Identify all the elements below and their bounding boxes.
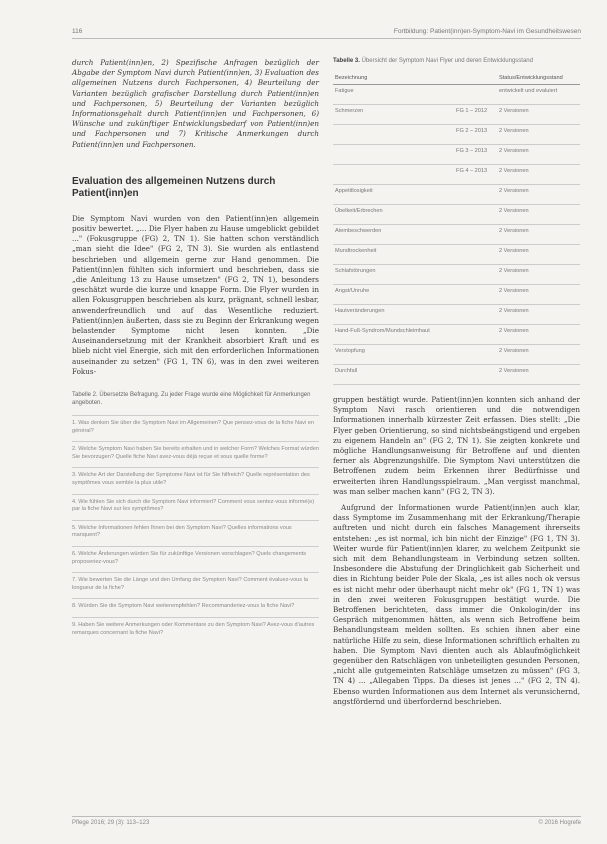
table-cell (454, 205, 497, 225)
table-cell: Mundtrockenheit (333, 245, 454, 265)
body-paragraph-1: Die Symptom Navi wurden von den Patient(inn)en allgemein positiv bewertet. „... Die Flyer haben zu Hause umgeblickt gebildet ..." (Fokusgruppe (FG) 2, TN 1). Sie hatten schon verständlich „man sieht die Idee" (FG 2, TN 3). Sie wurden als entlastend beschrieben und allgemein gerne zur Hand genommen. Die Patient(inn)en fühlten sich informiert und beschrieben, dass sie „die Anleitung 13 zu Hause umsetzen" (FG 2, TN 1), besonders geschätzt wurde die kurze und knappe Form. Die Flyer wurden in allen Fokusgruppen beschrieben als kurz, prägnant, schnell lesbar, anwenderfreundlich und auf das Wesentliche reduziert. Patient(inn)en äußerten, dass sie zu Beginn der Erkrankung wegen belastender Symptome nicht lesen konnten. „Die Auseinandersetzung mit der Krankheit absorbiert Kraft und es blieb nicht viel Energie, sich mit den erforderlichen Informationen auseinander zu setzen" (FG 1, TN 6), was in den zwei weiteren Fokus- (72, 213, 319, 376)
table-cell (333, 125, 454, 145)
table-cell (333, 145, 454, 165)
table-row (333, 145, 580, 165)
table-cell: Appetitlosigkeit (333, 185, 454, 205)
table-row (333, 225, 580, 245)
table-cell: 2 Versionen (497, 185, 580, 205)
table-cell: Übelkeit/Erbrechen (333, 205, 454, 225)
running-header (72, 28, 581, 39)
table-cell: 2 Versionen (497, 105, 580, 125)
table-cell: 2 Versionen (497, 125, 580, 145)
table-cell (333, 165, 454, 185)
table-cell: Verstopfung (333, 345, 454, 365)
table-cell: 2 Versionen (497, 225, 580, 245)
table-cell: FG 1 – 2012 (454, 105, 497, 125)
table-row (333, 85, 580, 105)
table-row (333, 245, 580, 265)
symptom-table (333, 72, 580, 385)
body-paragraph-3: Aufgrund der Informationen wurde Patient(inn)en auch klar, dass Symptome im Zusammenhang mit der Erkrankung/Therapie auftreten und nicht durch ein falsches Management ihrerseits entstehen: „es ist normal, ich bin nicht der Einzige" (FG 1, TN 3). Weiter wurde für Patient(inn)en klarer, zu welchem Zeitpunkt sie sich mit dem Behandlungsteam in Verbindung setzen sollten. Insbesondere die Abstufung der Dringlichkeit gab Sicherheit und dies in Richtung beider Pole der Skala, „es ist alles noch ok versus es ist nicht mehr oder überhaupt nicht mehr ok" (FG 1, TN 1) was in den zwei weiteren Fokusgruppen bestätigt wurde. Die Betroffenen berichteten, dass immer die Onkologin/der ins Gespräch mitgenommen hätten, als wenn sich Betroffene beim Behandlungsteam melden sollten. Es schien ihnen aber eine natürliche Hilfe zu sein, diese Informationen schriftlich erhalten zu haben. Die Symptom Navi dienten auch als Ablaufmöglichkeit gegenüber den Ratschlägen von unbeteiligten gesunden Personen, „nicht alle gutgemeinten Ratschläge umsetzen zu müssen" (FG 3, TN 4) ... „Allegaben Tipps. Da dieses ist jenes ..." (FG 2, TN 4). Ebenso wurden Informationen aus dem Internet als verunsichernd, angstfördernd und überfordernd beschrieben. (333, 503, 580, 706)
table-cell: Atembeschwerden (333, 225, 454, 245)
table-cell: Angst/Unruhe (333, 285, 454, 305)
table-row (333, 205, 580, 225)
table-cell: 2 Versionen (497, 145, 580, 165)
table-cell (454, 265, 497, 285)
table-row (333, 285, 580, 305)
table-cell (454, 245, 497, 265)
table-header-row (333, 72, 580, 85)
table-cell: 2 Versionen (497, 205, 580, 225)
table-cell: FG 4 – 2013 (454, 165, 497, 185)
table-cell: Fatigue (333, 85, 454, 105)
table-cell: Durchfall (333, 365, 454, 385)
table-cell: 2 Versionen (497, 325, 580, 345)
table-cell (454, 365, 497, 385)
list-item: 5. Welche Informationen fehlen Ihnen bei den Symptom Navi? Quelles informations vous manquent? (72, 520, 319, 546)
table3-caption (333, 58, 580, 64)
table-row (333, 165, 580, 185)
table-cell (454, 185, 497, 205)
column-header: Status/Entwicklungsstand (497, 72, 580, 85)
table-row (333, 325, 580, 345)
table-cell: FG 3 – 2013 (454, 145, 497, 165)
table-row (333, 105, 580, 125)
table-cell: FG 2 – 2013 (454, 125, 497, 145)
table-row (333, 265, 580, 285)
copyright: © 2016 Hogrefe (538, 820, 581, 826)
table-cell: Hautveränderungen (333, 305, 454, 325)
page-number: 116 (72, 28, 83, 35)
table3-title: Übersicht der Symptom Navi Flyer und deren Entwicklungsstand (361, 58, 533, 64)
table-cell: Hand-Fuß-Syndrom/Mundschleimhaut (333, 325, 454, 345)
list-item: 7. Wie bewerten Sie die Länge und den Umfang der Symptom Navi? Comment évaluez-vous la longueur de la fiche? (72, 572, 319, 598)
column-header (454, 72, 497, 85)
list-item: 9. Haben Sie weitere Anmerkungen oder Kommentare zu den Symptom Navi? Avez-vous d'autres remarques concernant la fiche Navi? (72, 617, 319, 643)
table-cell (454, 85, 497, 105)
list-item: 1. Was denken Sie über die Symptom Navi im Allgemeinen? Que pensez-vous de la fiche Navi en général? (72, 415, 319, 441)
two-column-body (72, 58, 581, 713)
table-cell (454, 345, 497, 365)
table-cell: entwickelt und evaluiert (497, 85, 580, 105)
table-cell: 2 Versionen (497, 365, 580, 385)
right-column (333, 58, 580, 713)
table-cell (454, 305, 497, 325)
list-item: 6. Welche Änderungen würden Sie für zukünftige Versionen vorschlagen? Quels changements proposeriez-vous? (72, 546, 319, 572)
table-cell: 2 Versionen (497, 245, 580, 265)
table-row (333, 365, 580, 385)
table-cell: 2 Versionen (497, 345, 580, 365)
table3-label: Tabelle 3. (333, 58, 360, 64)
questions-list (72, 415, 319, 643)
list-item: 8. Würden Sie die Symptom Navi weiterempfehlen? Recommanderiez-vous la fiche Navi? (72, 598, 319, 617)
table-cell: 2 Versionen (497, 265, 580, 285)
body-paragraph-2: gruppen bestätigt wurde. Patient(inn)en konnten sich anhand der Symptom Navi rasch orientieren und die notwendigen Informationen innerhalb kürzester Zeit erfassen. Dies stellt: „Die Flyer geben Orientierung, so sind nichtsbeängstigend und ergeben zu eigenem Handeln an" (FG 2, TN 1). Sie zeigten konkrete und mögliche Handlungsanweisung für Betroffene auf und dienten ferner als Abgrenzungshilfe. Die Symptom Navi unterstützen die Betroffenen zudem beim Erkennen ihrer Bedürfnisse und erweiterten ihren Handlungsspielraum. „Man vergisst manchmal, was man selber machen kann" (FG 2, TN 3). (333, 395, 580, 496)
list-item: 4. Wie fühlen Sie sich durch die Symptom Navi informiert? Comment vous sentez-vous informé(e) par la fiche Navi sur les symptômes? (72, 494, 319, 520)
journal-citation: Pflege 2016; 29 (3): 113–123 (72, 820, 150, 826)
left-column (72, 58, 319, 713)
running-title: Fortbildung: Patient(inn)en-Symptom-Navi im Gesundheitswesen (393, 28, 581, 35)
table-row (333, 125, 580, 145)
table-row (333, 185, 580, 205)
intro-paragraph: durch Patient(inn)en, 2) Spezifische Anfragen bezüglich der Abgabe der Symptom Navi durch Patient(inn)en, 3) Evaluation des allgemeinen Nutzens durch Fachpersonen, 4) Beurteilung der Varianten bezüglich grafischer Darstellung durch Patient(inn)en und Fachpersonen, 5) Beurteilung der Varianten bezüglich Informationsgehalt durch Patient(inn)en und Fachpersonen, 6) Wünsche und zukünftiger Entwicklungsbedarf von Patient(inn)en und Fachpersonen und 7) Kritische Anmerkungen durch Patient(inn)en und Fachpersonen. (72, 58, 319, 149)
table2-caption: Tabelle 2. Übersetzte Befragung. Zu jeder Frage wurde eine Möglichkeit für Anmerkungen angeboten. (72, 392, 311, 407)
table-cell: 2 Versionen (497, 165, 580, 185)
table-cell (454, 325, 497, 345)
table-row (333, 345, 580, 365)
table-cell: 2 Versionen (497, 285, 580, 305)
table-cell: Schlafstörungen (333, 265, 454, 285)
table-row (333, 305, 580, 325)
list-item: 3. Welche Art der Darstellung der Symptome Navi ist für Sie hilfreich? Quelle représentation des symptômes vous semble la plus utile? (72, 467, 319, 493)
table-cell (454, 225, 497, 245)
table-cell: 2 Versionen (497, 305, 580, 325)
section-heading: Evaluation des allgemeinen Nutzens durch Patient(inn)en (72, 175, 276, 199)
table-cell (454, 285, 497, 305)
page-footer (72, 816, 581, 826)
column-header: Bezeichnung (333, 72, 454, 85)
table-cell: Schmerzen (333, 105, 454, 125)
list-item: 2. Welche Symptom Navi haben Sie bereits erhalten und in welcher Form? Welches Format würden Sie bevorzugen? Quelle fiche Navi avez-vous déjà reçue et sous quelle forme? (72, 441, 319, 467)
